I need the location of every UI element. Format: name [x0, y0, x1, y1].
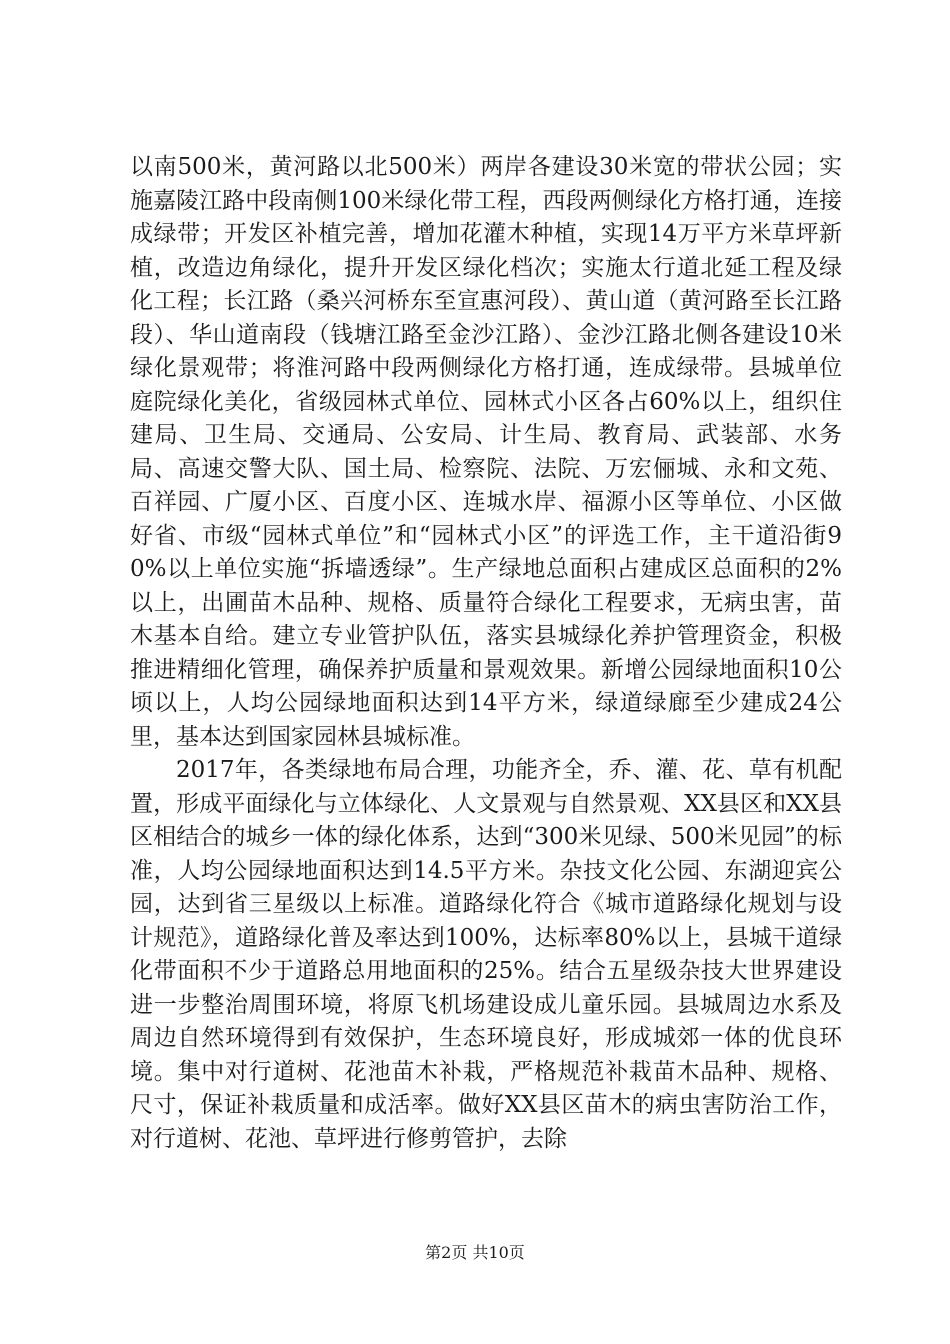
page-number-footer: 第2页 共10页 — [425, 1243, 525, 1262]
paragraph-1: 以南500米，黄河路以北500米）两岸各建设30米宽的带状公园；实施嘉陵江路中段南侧100米绿化带工程，西段两侧绿化方格打通，连接成绿带；开发区补植完善，增加花灌木种植，实现14万平方米草坪新植，改造边角绿化，提升开发区绿化档次；实施太行道北延工程及绿化工程；长江路（桑兴河桥东至宣惠河段）、黄山道（黄河路至长江路段）、华山道南段（钱塘江路至金沙江路）、金沙江路北侧各建设10米绿化景观带；将淮河路中段两侧绿化方格打通，连成绿带。县城单位庭院绿化美化，省级园林式单位、园林式小区各占60%以上，组织住建局、卫生局、交通局、公安局、计生局、教育局、武装部、水务局、高速交警大队、国土局、检察院、法院、万宏俪城、永和文苑、百祥园、广厦小区、百度小区、连城水岸、福源小区等单位、小区做好省、市级“园林式单位”和“园林式小区”的评选工作，主干道沿街90%以上单位实施“拆墙透绿”。生产绿地总面积占建成区总面积的2%以上，出圃苗木品种、规格、质量符合绿化工程要求，无病虫害，苗木基本自给。建立专业管护队伍，落实县城绿化养护管理资金，积极推进精细化管理，确保养护质量和景观效果。新增公园绿地面积10公顷以上，人均公园绿地面积达到14平方米，绿道绿廊至少建成24公里，基本达到国家园林县城标准。 — [130, 154, 842, 750]
document-body — [130, 151, 842, 1156]
paragraph-2: 2017年，各类绿地布局合理，功能齐全，乔、灌、花、草有机配置，形成平面绿化与立体绿化、人文景观与自然景观、XX县区和XX县区相结合的城乡一体的绿化体系，达到“300米见绿、500米见园”的标准，人均公园绿地面积达到14.5平方米。杂技文化公园、东湖迎宾公园，达到省三星级以上标准。道路绿化符合《城市道路绿化规划与设计规范》，道路绿化普及率达到100%，达标率80%以上，县城干道绿化带面积不少于道路总用地面积的25%。结合五星级杂技大世界建设进一步整治周围环境，将原飞机场建设成儿童乐园。县城周边水系及周边自然环境得到有效保护，生态环境良好，形成城郊一体的优良环境。集中对行道树、花池苗木补栽，严格规范补栽苗木品种、规格、尺寸，保证补栽质量和成活率。做好XX县区苗木的病虫害防治工作，对行道树、花池、草坪进行修剪管护，去除 — [130, 757, 842, 1152]
